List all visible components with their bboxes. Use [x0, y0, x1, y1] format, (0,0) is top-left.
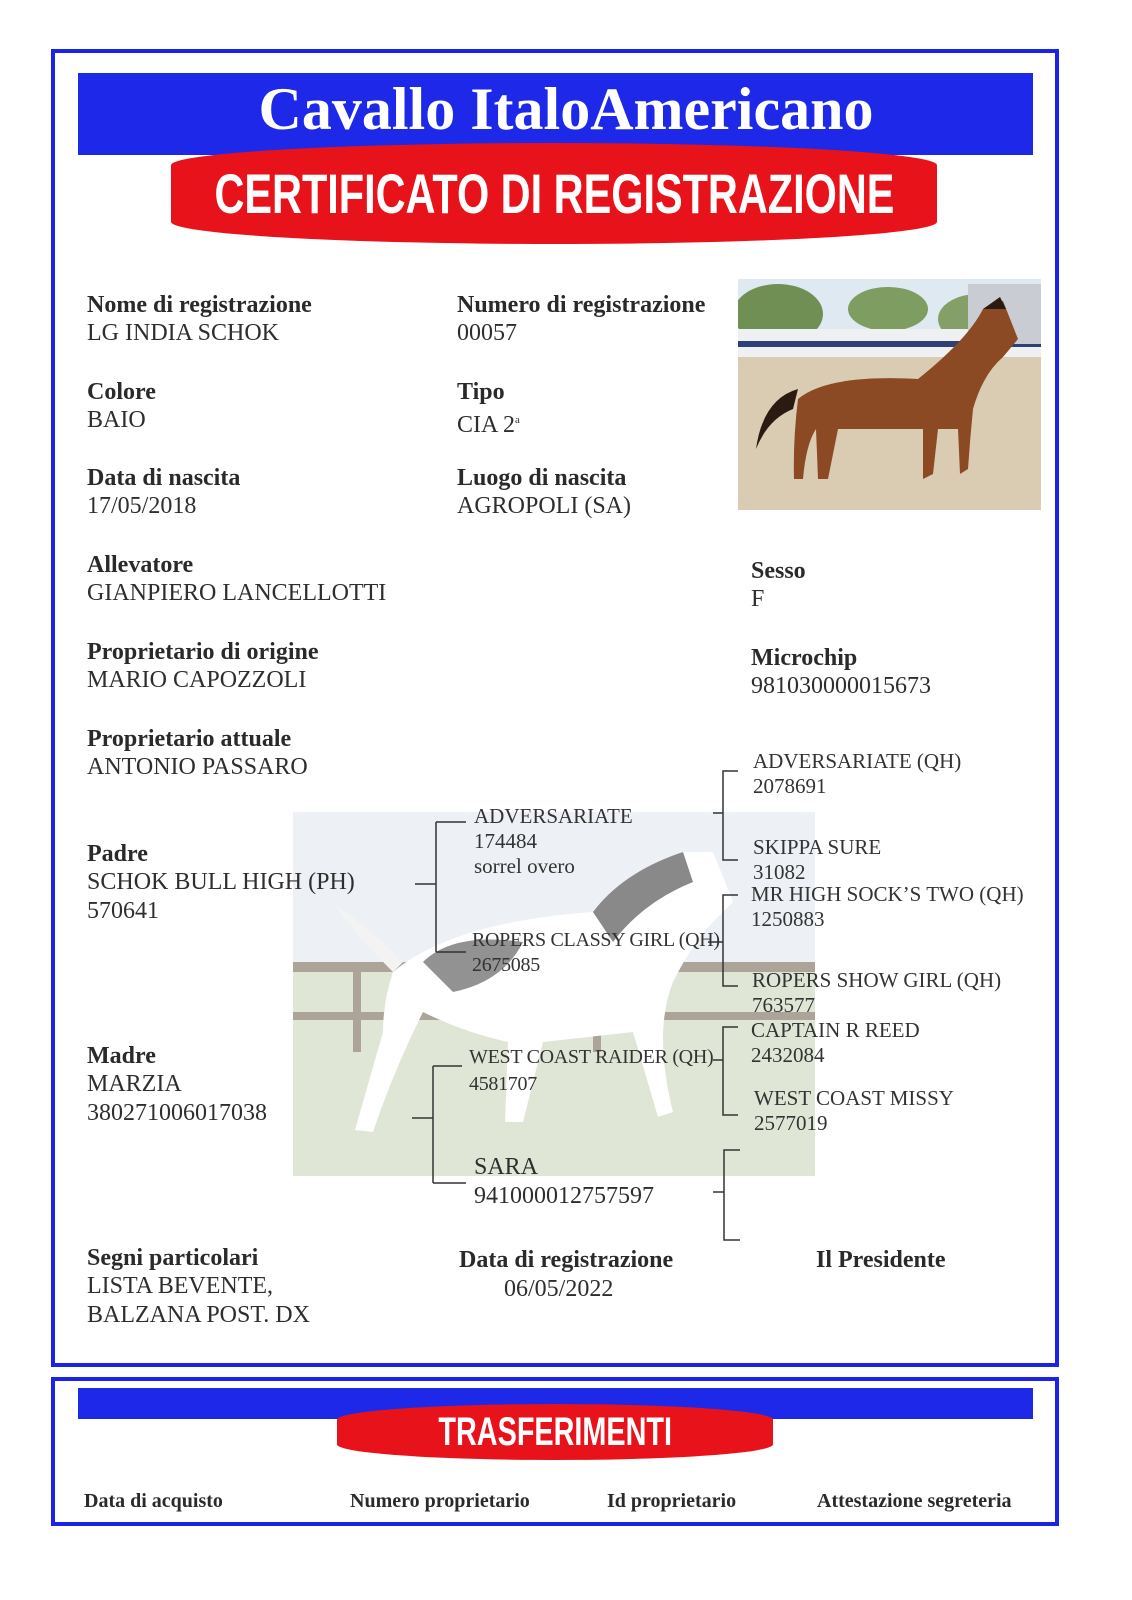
ggp-1-id: 2078691: [753, 774, 827, 798]
padre-padre-id: 174484: [474, 829, 537, 853]
segni-line1: LISTA BEVENTE,: [87, 1273, 274, 1299]
nascita-value: 17/05/2018: [87, 493, 197, 519]
ggp-6-id: 2577019: [754, 1111, 828, 1135]
madre-name: MARZIA: [87, 1071, 182, 1097]
col-id-proprietario: Id proprietario: [607, 1490, 737, 1512]
prop-origine-value: MARIO CAPOZZOLI: [87, 667, 307, 693]
tipo-label: Tipo: [457, 379, 505, 405]
luogo-label: Luogo di nascita: [457, 465, 627, 491]
padre-name: SCHOK BULL HIGH (PH): [87, 869, 355, 895]
ggp-2-name: SKIPPA SURE: [753, 835, 882, 859]
madre-id: 380271006017038: [87, 1100, 267, 1126]
nome-value: LG INDIA SCHOK: [87, 320, 279, 346]
ggp-4-name: ROPERS SHOW GIRL (QH): [752, 968, 1002, 992]
col-data-acquisto: Data di acquisto: [84, 1490, 223, 1512]
segni-line2: BALZANA POST. DX: [87, 1302, 310, 1328]
luogo-value: AGROPOLI (SA): [457, 493, 631, 519]
allevatore-value: GIANPIERO LANCELLOTTI: [87, 580, 387, 606]
ggp-4-id: 763577: [752, 993, 815, 1017]
madre-padre-name: WEST COAST RAIDER (QH): [469, 1046, 714, 1068]
ggp-5-id: 2432084: [751, 1043, 825, 1067]
data-reg-label: Data di registrazione: [459, 1247, 674, 1273]
prop-origine-label: Proprietario di origine: [87, 639, 319, 665]
col-numero-proprietario: Numero proprietario: [350, 1490, 530, 1512]
madre-padre-id: 4581707: [469, 1073, 537, 1095]
colore-value: BAIO: [87, 407, 146, 433]
tipo-text: CIA 2: [457, 412, 516, 438]
nascita-label: Data di nascita: [87, 465, 241, 491]
certificate-subtitle: CERTIFICATO DI REGISTRAZIONE: [214, 162, 894, 225]
nome-label: Nome di registrazione: [87, 292, 312, 318]
prop-attuale-label: Proprietario attuale: [87, 726, 292, 752]
padre-label: Padre: [87, 841, 148, 867]
ggp-3-id: 1250883: [751, 907, 825, 931]
ggp-6-name: WEST COAST MISSY: [754, 1086, 954, 1110]
padre-madre-id: 2675085: [472, 954, 540, 976]
ggp-2-id: 31082: [753, 860, 806, 884]
padre-id: 570641: [87, 898, 159, 924]
certificate-title: Cavallo ItaloAmericano: [258, 76, 874, 142]
padre-madre-name: ROPERS CLASSY GIRL (QH): [472, 929, 720, 951]
madre-label: Madre: [87, 1043, 156, 1069]
ggp-1-name: ADVERSARIATE (QH): [753, 749, 962, 773]
numero-value: 00057: [457, 320, 517, 346]
tipo-suffix: a: [515, 414, 520, 426]
colore-label: Colore: [87, 379, 156, 405]
ggp-3-name: MR HIGH SOCK’S TWO (QH): [751, 882, 1024, 906]
data-reg-value: 06/05/2022: [504, 1276, 614, 1302]
segni-label: Segni particolari: [87, 1245, 259, 1271]
microchip-value: 981030000015673: [751, 673, 931, 699]
padre-padre-note: sorrel overo: [474, 854, 575, 878]
transfers-banner: [337, 1404, 773, 1460]
prop-attuale-value: ANTONIO PASSARO: [87, 754, 308, 780]
transfers-title: TRASFERIMENTI: [438, 1409, 672, 1454]
col-attestazione: Attestazione segreteria: [817, 1490, 1012, 1512]
sesso-label: Sesso: [751, 558, 806, 584]
numero-label: Numero di registrazione: [457, 292, 706, 318]
madre-madre-name: SARA: [474, 1154, 539, 1180]
presidente-label: Il Presidente: [816, 1247, 946, 1273]
sesso-value: F: [751, 586, 765, 612]
ggp-5-name: CAPTAIN R REED: [751, 1018, 920, 1042]
microchip-label: Microchip: [751, 645, 858, 671]
padre-padre-name: ADVERSARIATE: [474, 804, 633, 828]
allevatore-label: Allevatore: [87, 552, 194, 578]
madre-madre-id: 941000012757597: [474, 1183, 654, 1209]
